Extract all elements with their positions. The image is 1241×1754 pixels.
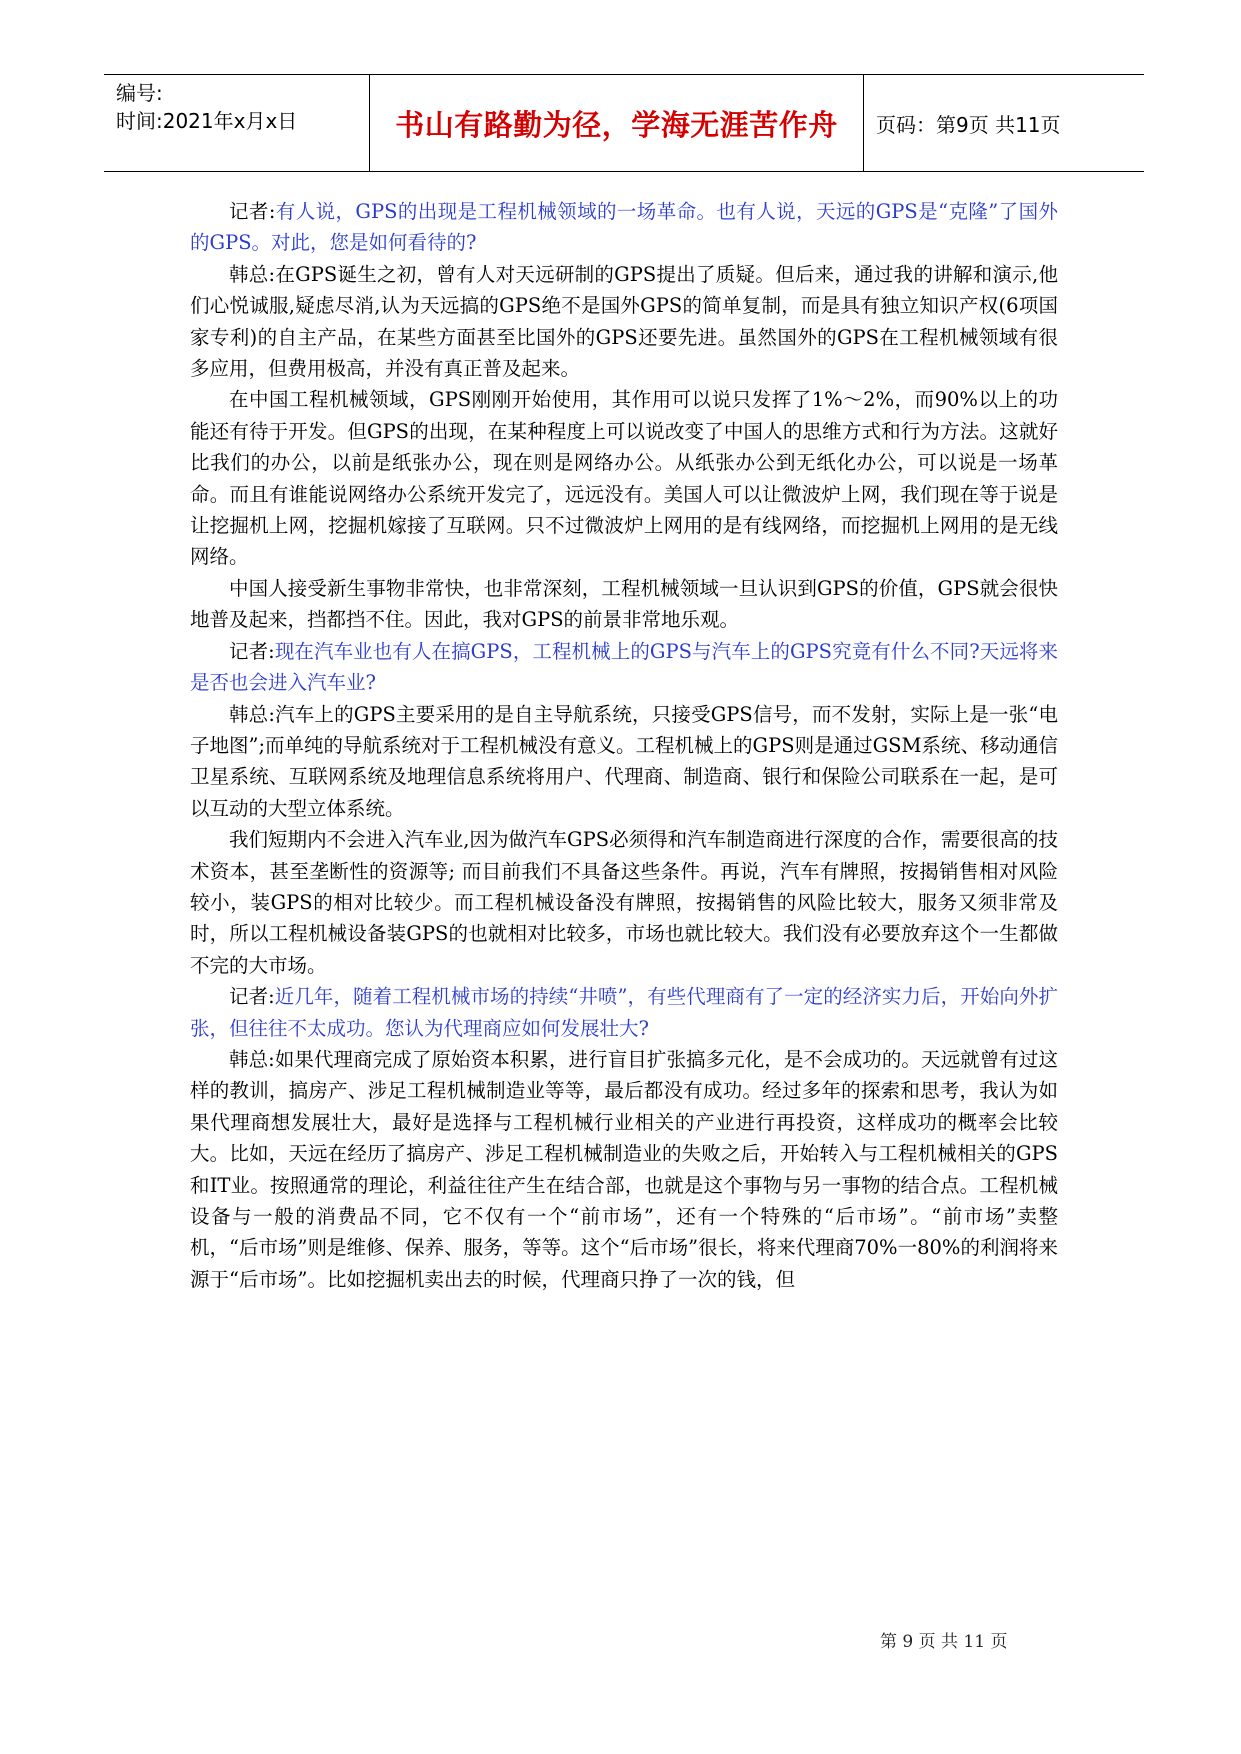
answer-text: 如果代理商完成了原始资本积累，进行盲目扩张搞多元化，是不会成功的。天远就曾有过这样的教训，搞房产、涉足工程机械制造业等等，最后都没有成功。经过多年的探索和思考，我认为如果代理商想发展壮大，最好是选择与工程机械行业相关的产业进行再投资，这样成功的概率会比较大。比如，天远在经历了搞房产、涉足工程机械制造业的失败之后，开始转入与工程机械相关的GPS和IT业。按照通常的理论，利益往往产生在结合部，也就是这个事物与另一事物的结合点。工程机械设备与一般的消费品不同，它不仅有一个“前市场”，还有一个特殊的“后市场”。“前市场”卖整机，“后市场”则是维修、保养、服务，等等。这个“后市场”很长，将来代理商70%一80%的利润将来源于“后市场”。比如挖掘机卖出去的时候，代理商只挣了一次的钱，但 [190,1047,1058,1291]
speaker-label: 记者: [229,639,275,663]
speaker-label: 韩总: [229,262,276,286]
answer-text: 在GPS诞生之初，曾有人对天远研制的GPS提出了质疑。但后来，通过我的讲解和演示,他们心悦诚服,疑虑尽消,认为天远搞的GPS绝不是国外GPS的简单复制，而是具有独立知识产权(6项国家专利)的自主产品，在某些方面甚至比国外的GPS还要先进。虽然国外的GPS在工程机械领域有很多应用，但费用极高，并没有真正普及起来。 [190,262,1059,381]
question-text: 现在汽车业也有人在搞GPS，工程机械上的GPS与汽车上的GPS究竟有什么不同?天远将来是否也会进入汽车业? [190,639,1059,695]
page-footer: 第 9 页 共 11 页 [880,1632,1008,1652]
paragraph [190,636,1058,699]
paragraph [190,981,1058,1044]
paragraph [190,699,1058,825]
answer-text: 汽车上的GPS主要采用的是自主导航系统，只接受GPS信号，而不发射，实际上是一张“电子地图”;而单纯的导航系统对于工程机械没有意义。工程机械上的GPS则是通过GSM系统、移动通信卫星系统、互联网系统及地理信息系统将用户、代理商、制造商、银行和保险公司联系在一起，是可以互动的大型立体系统。 [190,702,1058,820]
article-body [190,196,1058,1295]
doc-number-label: 编号: [116,81,163,105]
paragraph [190,259,1058,385]
answer-text: 我们短期内不会进入汽车业,因为做汽车GPS必须得和汽车制造商进行深度的合作，需要很高的技术资本，甚至垄断性的资源等; 而目前我们不具备这些条件。再说，汽车有牌照，按揭销售相对风险较小，装GPS的相对比较少。而工程机械设备没有牌照，按揭销售的风险比较大，服务又须非常及时，所以工程机械设备装GPS的也就相对比较多，市场也就比较大。我们没有必要放弃这个一生都做不完的大市场。 [190,828,1058,977]
header-motto: 书山有路勤为径，学海无涯苦作舟 [370,75,864,171]
paragraph [190,1044,1058,1295]
answer-text: 在中国工程机械领域，GPS刚刚开始使用，其作用可以说只发挥了1%～2%，而90%以上的功能还有待于开发。但GPS的出现，在某种程度上可以说改变了中国人的思维方式和行为方法。这就好比我们的办公，以前是纸张办公，现在则是网络办公。从纸张办公到无纸化办公，可以说是一场革命。而且有谁能说网络办公系统开发完了，远远没有。美国人可以让微波炉上网，我们现在等于说是让挖掘机上网，挖掘机嫁接了互联网。只不过微波炉上网用的是有线网络，而挖掘机上网用的是无线网络。 [190,388,1058,569]
question-text: 有人说，GPS的出现是工程机械领域的一场革命。也有人说，天远的GPS是“克隆”了国外的GPS。对此，您是如何看待的? [190,200,1058,255]
speaker-label: 韩总: [229,1047,275,1071]
header-page-info: 页码：第9页 共11页 [876,112,1061,137]
speaker-label: 记者: [229,985,275,1009]
question-text: 近几年，随着工程机械市场的持续“井喷”，有些代理商有了一定的经济实力后，开始向外扩张，但往往不太成功。您认为代理商应如何发展壮大? [190,985,1058,1040]
doc-time-label: 时间:2021年x月x日 [116,109,298,133]
header-meta [104,75,370,171]
speaker-label: 韩总: [229,702,275,726]
paragraph [190,573,1058,636]
paragraph [190,384,1058,572]
paragraph [190,824,1058,981]
page-header [104,74,1144,172]
speaker-label: 记者: [229,200,276,223]
answer-text: 中国人接受新生事物非常快，也非常深刻，工程机械领域一旦认识到GPS的价值，GPS就会很快地普及起来，挡都挡不住。因此，我对GPS的前景非常地乐观。 [190,576,1058,632]
paragraph [190,196,1058,259]
